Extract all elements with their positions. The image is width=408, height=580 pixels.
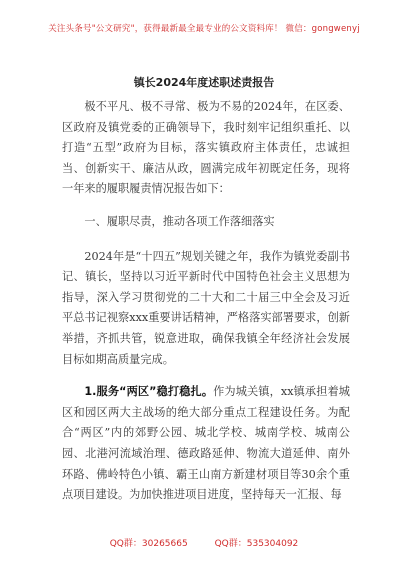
item-text: 作为城关镇，xx镇承担着城区和园区两大主战场的绝大部分重点工程建设任务。为配合“两区”内的郊野公园、城北学校、城南学校、城南公园、北港河流域治理、德政路延伸、物流大道延伸、南外环路、佛岭特色小镇、霸王山南方新建材项目等30余个重点项目建设。为加快推进项目进度，坚持每天一汇报、每 (62, 385, 350, 502)
document-title: 镇长2024年度述职述责报告 (133, 76, 275, 89)
qq-group-2: QQ群：535304092 (214, 539, 299, 549)
section-heading: 一、履职尽责，推动各项工作落细落实 (84, 214, 275, 228)
document-body (62, 97, 350, 520)
item-lead: 1.服务“两区”稳打稳扎。 (84, 385, 214, 399)
header-banner: 关注头条号"公文研究"，获得最新最全最专业的公文资料库！ 微信：gongwenyj (48, 24, 360, 34)
item-paragraph (62, 382, 350, 506)
intro-paragraph: 极不平凡、极不寻常、极为不易的2024年，在区委、区政府及镇党委的正确领导下，我时刻牢记组织重托、以打造“五型”政府为目标，落实镇政府主体责任，忠诚担当、创新实干、廉洁从政，圆满完成年初既定任务，现将一年来的履职履责情况报告如下： (62, 100, 350, 196)
qq-group-1: QQ群：30265665 (109, 539, 188, 549)
body-paragraph: 2024年是“十四五”规划关键之年，我作为镇党委副书记、镇长，坚持以习近平新时代中国特色社会主义思想为指导，深入学习贯彻党的二十大和二十届三中全会及习近平总书记视察xxx重要讲话精神，严格落实部署要求，创新举措，齐抓共管，锐意进取，确保我镇全年经济社会发展目标如期高质量完成。 (62, 249, 350, 366)
footer-contact (0, 536, 408, 549)
